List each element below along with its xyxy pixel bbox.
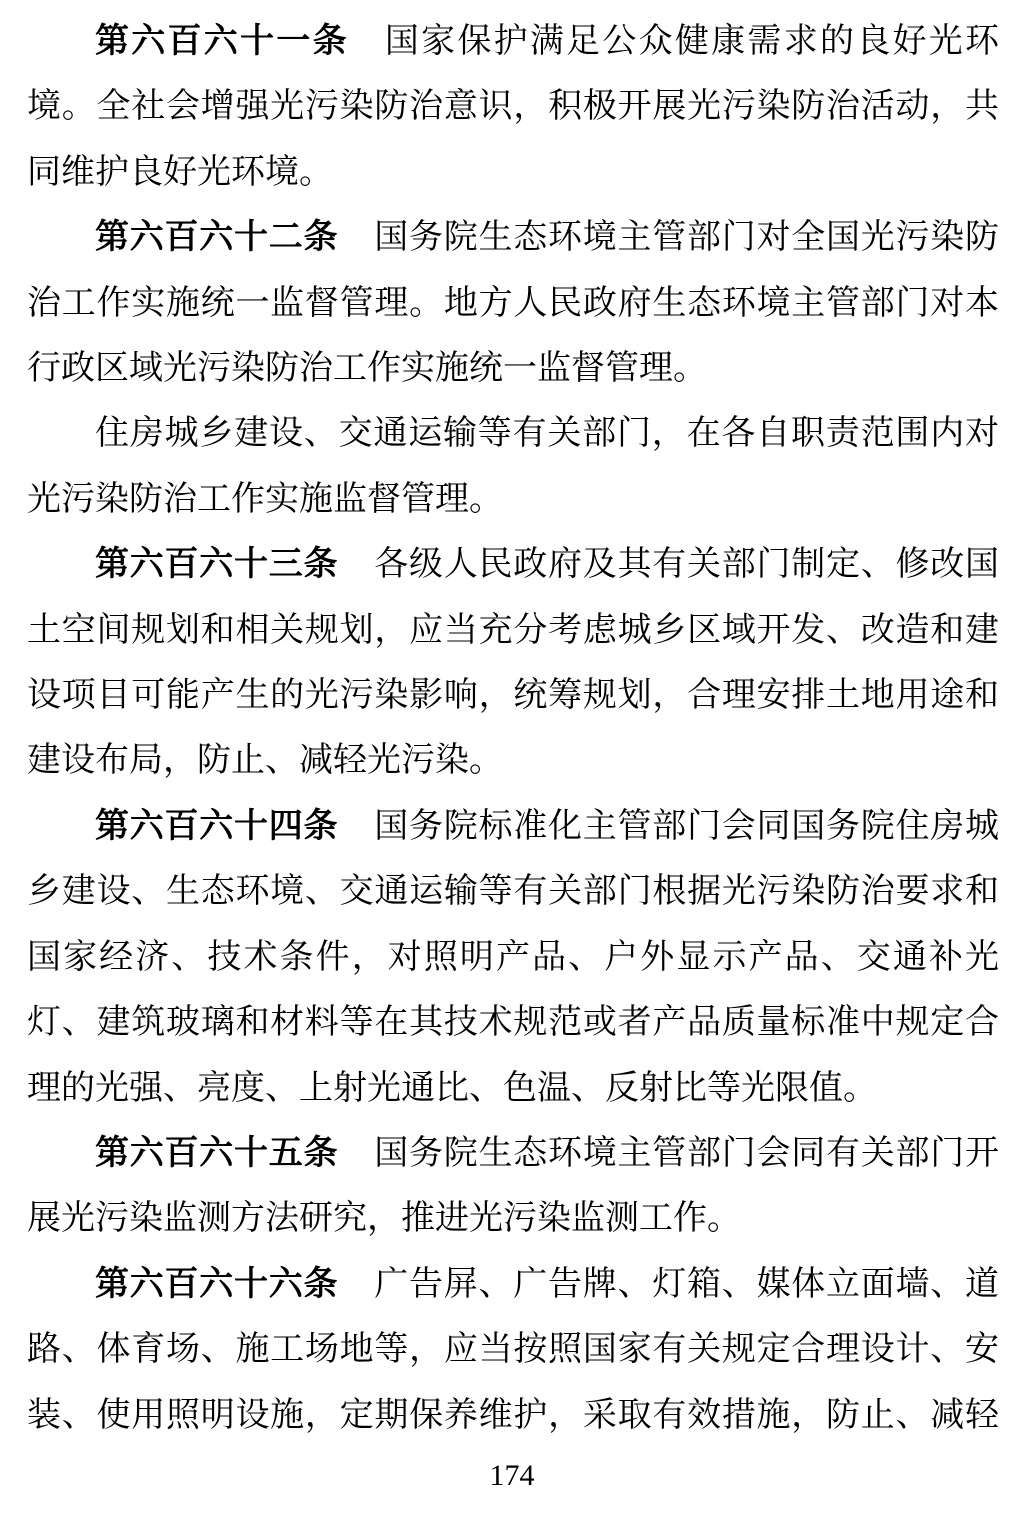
page-footer bbox=[0, 1458, 1024, 1494]
text-line bbox=[27, 1383, 999, 1448]
text-line bbox=[27, 205, 999, 270]
text-line bbox=[27, 271, 999, 336]
line-text: 展光污染监测方法研究，推进光污染监测工作。 bbox=[27, 1200, 741, 1238]
line-text: 境。全社会增强光污染防治意识，积极开展光污染防治活动，共 bbox=[27, 88, 999, 126]
text-line bbox=[27, 663, 999, 728]
line-text: 路、体育场、施工场地等，应当按照国家有关规定合理设计、安 bbox=[27, 1331, 999, 1369]
text-line bbox=[27, 1317, 999, 1382]
document-body bbox=[27, 9, 999, 1448]
line-text: 乡建设、生态环境、交通运输等有关部门根据光污染防治要求和 bbox=[27, 873, 999, 911]
text-line bbox=[27, 925, 999, 990]
line-text: 国务院标准化主管部门会同国务院住房城 bbox=[374, 807, 999, 845]
text-line bbox=[27, 140, 999, 205]
page-number: 174 bbox=[489, 1459, 535, 1492]
line-text: 设项目可能产生的光污染影响，统筹规划，合理安排土地用途和 bbox=[27, 677, 999, 715]
line-text: 国务院生态环境主管部门对全国光污染防 bbox=[374, 219, 999, 257]
text-line bbox=[27, 532, 999, 597]
article-number-label: 第六百六十三条 bbox=[95, 545, 339, 584]
line-text: 各级人民政府及其有关部门制定、修改国 bbox=[374, 546, 999, 584]
line-text: 治工作实施统一监督管理。地方人民政府生态环境主管部门对本 bbox=[27, 284, 999, 322]
line-text: 土空间规划和相关规划，应当充分考虑城乡区域开发、改造和建 bbox=[27, 611, 999, 649]
line-text: 广告屏、广告牌、灯箱、媒体立面墙、道 bbox=[374, 1265, 999, 1303]
text-line bbox=[27, 9, 999, 74]
line-text: 理的光强、亮度、上射光通比、色温、反射比等光限值。 bbox=[27, 1069, 877, 1107]
text-line bbox=[27, 990, 999, 1055]
text-line bbox=[27, 1121, 999, 1186]
text-line bbox=[27, 1186, 999, 1251]
line-text: 同维护良好光环境。 bbox=[27, 153, 333, 191]
article-number-label: 第六百六十一条 bbox=[95, 22, 349, 60]
text-line bbox=[27, 401, 999, 466]
article-number-label: 第六百六十六条 bbox=[95, 1264, 339, 1303]
text-line bbox=[27, 467, 999, 532]
line-text: 住房城乡建设、交通运输等有关部门，在各自职责范围内对 bbox=[95, 415, 999, 453]
line-text: 国务院生态环境主管部门会同有关部门开 bbox=[374, 1134, 999, 1172]
text-line bbox=[27, 1252, 999, 1317]
article-number-label: 第六百六十二条 bbox=[95, 218, 339, 257]
line-text: 装、使用照明设施，定期保养维护，采取有效措施，防止、减轻 bbox=[27, 1396, 999, 1434]
line-text: 灯、建筑玻璃和材料等在其技术规范或者产品质量标准中规定合 bbox=[27, 1004, 999, 1042]
text-line bbox=[27, 598, 999, 663]
text-line bbox=[27, 859, 999, 924]
article-number-label: 第六百六十五条 bbox=[95, 1133, 339, 1172]
line-text: 建设布局，防止、减轻光污染。 bbox=[27, 742, 503, 780]
text-line bbox=[27, 336, 999, 401]
text-line bbox=[27, 74, 999, 139]
line-text: 国家保护满足公众健康需求的良好光环 bbox=[384, 23, 1000, 60]
text-line bbox=[27, 1056, 999, 1121]
article-number-label: 第六百六十四条 bbox=[95, 806, 339, 845]
line-text: 行政区域光污染防治工作实施统一监督管理。 bbox=[27, 350, 707, 388]
text-line bbox=[27, 794, 999, 859]
line-text: 国家经济、技术条件，对照明产品、户外显示产品、交通补光 bbox=[27, 938, 999, 976]
text-line bbox=[27, 728, 999, 793]
line-text: 光污染防治工作实施监督管理。 bbox=[27, 480, 503, 518]
